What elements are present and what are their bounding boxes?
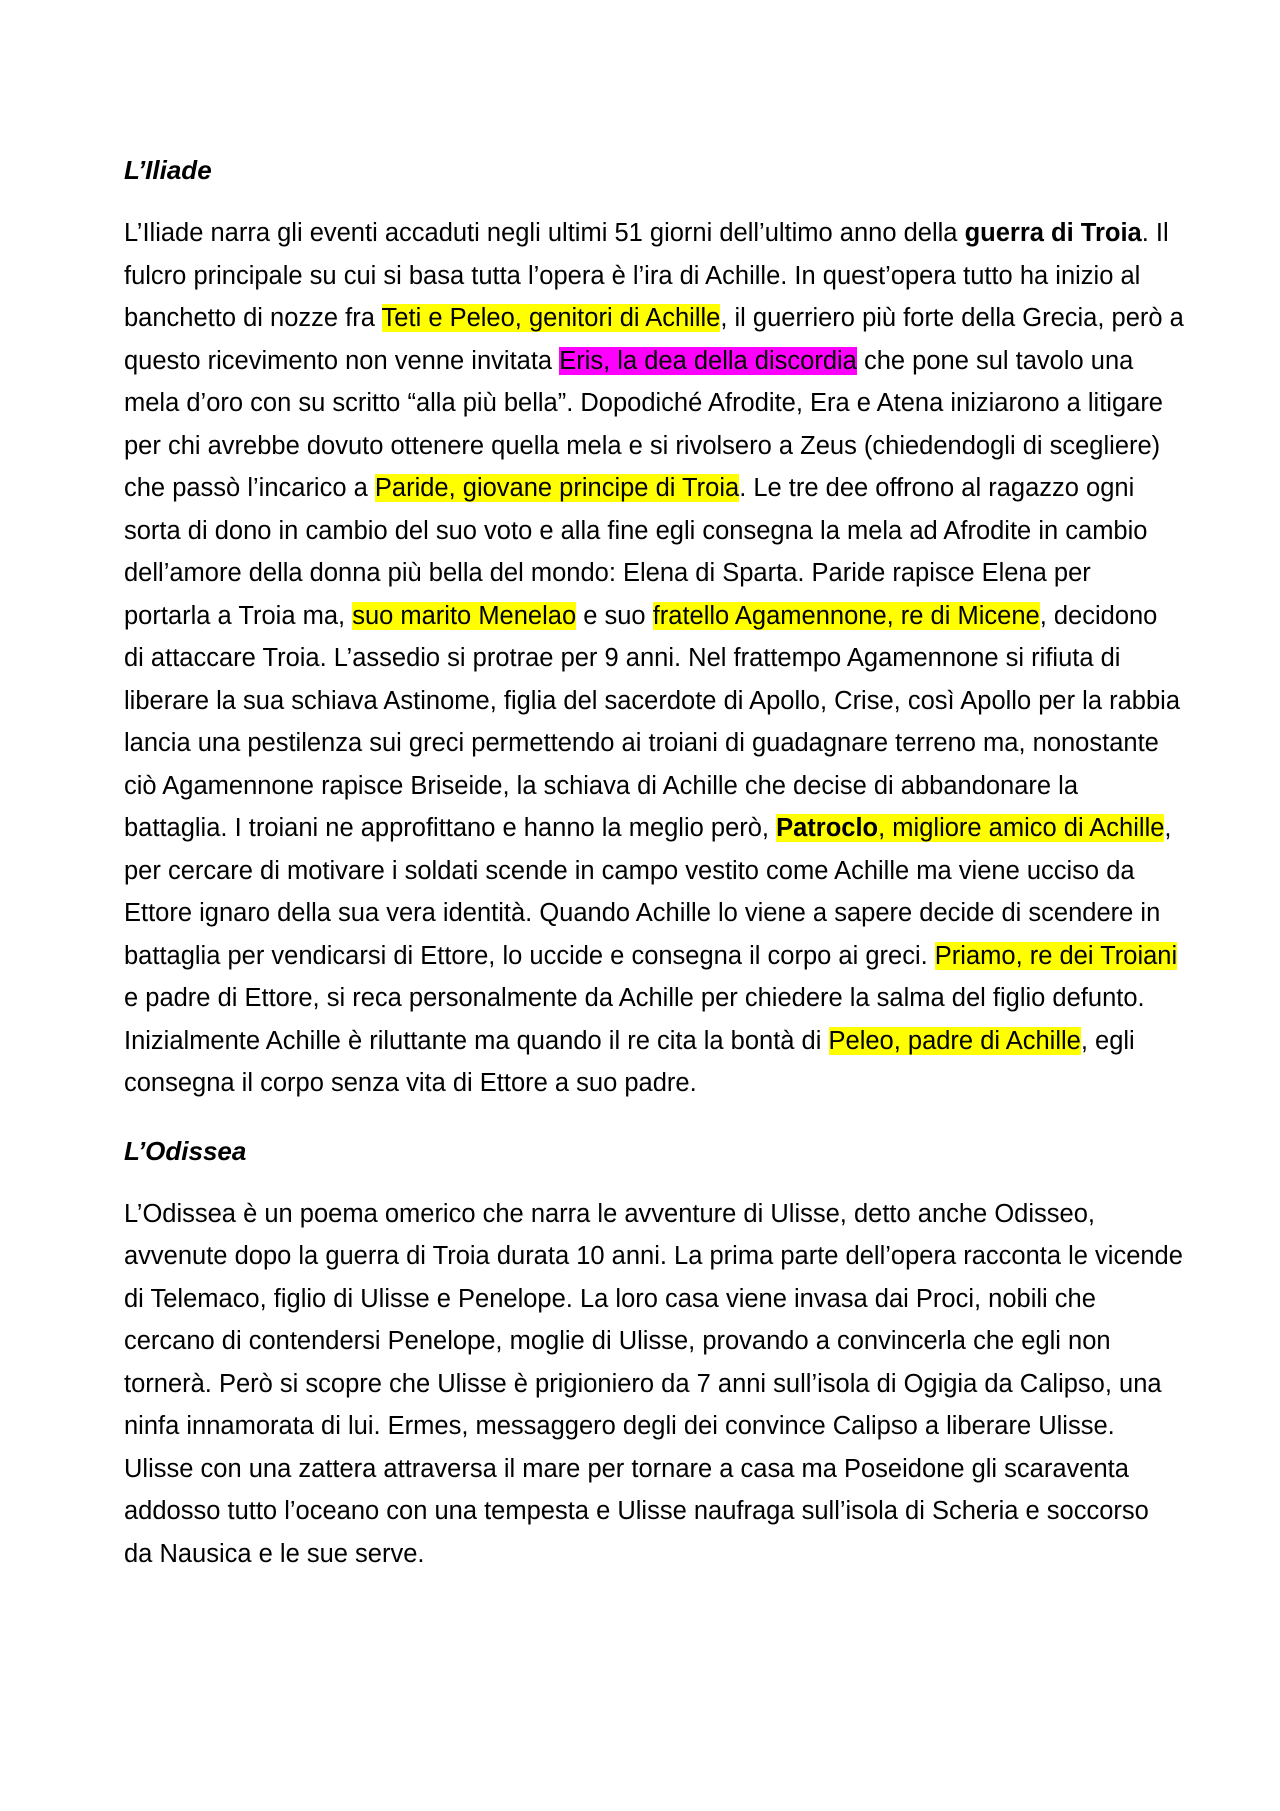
text-run: , il guerriero più forte della Grecia, però a questo ricevimento non venne invitata [124,304,1184,375]
text-run: che pone sul tavolo una mela d’oro con su scritto “alla più bella”. Dopodiché Afrodite, Era e Atena iniziarono a litigare per chi avrebbe dovuto ottenere quella mela e si rivolsero a Zeus (chiedendogli di scegliere) che passò l’incarico a [124,346,1163,502]
text-run: L’Iliade narra gli eventi accaduti negli ultimi 51 giorni dell’ultimo anno della [124,219,965,247]
section-title-iliade: L’Iliade [124,155,212,185]
highlight-yellow: , migliore amico di Achille [878,814,1165,842]
paragraph-iliade [124,212,1184,1105]
text-run: . Le tre dee offrono al ragazzo ogni sorta di dono in cambio del suo voto e alla fine egli consegna la mela ad Afrodite in cambio dell’amore della donna più bella del mondo: Elena di Sparta. Paride rapisce Elena per portarla a Troia ma, [124,474,1148,630]
highlight-yellow: Priamo, re dei Troiani [934,941,1178,970]
highlight-yellow: fratello Agamennone, re di Micene [652,601,1040,630]
highlight-yellow: Peleo, padre di Achille [828,1026,1081,1055]
highlight-yellow: suo marito Menelao [352,601,577,630]
highlight-magenta: Eris, la dea della discordia [559,346,857,375]
text-run: , decidono di attaccare Troia. L’assedio si protrae per 9 anni. Nel frattempo Agamennone si rifiuta di liberare la sua schiava Astinome, figlia del sacerdote di Apollo, Crise, così Apollo per la rabbia lancia una pestilenza sui greci permettendo ai troiani di guadagnare terreno ma, nonostante ciò Agamennone rapisce Briseide, la schiava di Achille che decise di abbandonare la battaglia. I troiani ne approfittano e hanno la meglio però, [124,601,1180,842]
bold-text: guerra di Troia [964,219,1142,247]
text-run: , per cercare di motivare i soldati scende in campo vestito come Achille ma viene ucciso da Ettore ignaro della sua vera identità. Quando Achille lo viene a sapere decide di scendere in battaglia per vendicarsi di Ettore, lo uccide e consegna il corpo ai greci. [124,814,1172,970]
text-run: e padre di Ettore, si reca personalmente da Achille per chiedere la salma del figlio defunto. Inizialmente Achille è riluttante ma quando il re cita la bontà di [124,984,1145,1055]
text-run: . Il fulcro principale su cui si basa tutta l’opera è l’ira di Achille. In quest’opera tutto ha inizio al banchetto di nozze fra [124,219,1169,332]
highlight-yellow: Paride, giovane principe di Troia [374,474,740,502]
highlight-yellow-bold: Patroclo [776,814,879,842]
highlight-yellow: Teti e Peleo, genitori di Achille [381,304,721,332]
document-page [124,150,1184,1601]
text-run: e suo [576,601,653,630]
section-title-odissea: L’Odissea [124,1135,247,1166]
text-run: , egli consegna il corpo senza vita di Ettore a suo padre. [124,1026,1135,1097]
paragraph-odissea: L’Odissea è un poema omerico che narra le avventure di Ulisse, detto anche Odisseo, avvenute dopo la guerra di Troia durata 10 anni. La prima parte dell’opera racconta le vicende di Telemaco, figlio di Ulisse e Penelope. La loro casa viene invasa dai Proci, nobili che cercano di contendersi Penelope, moglie di Ulisse, provando a convincerla che egli non tornerà. Però si scopre che Ulisse è prigioniero da 7 anni sull’isola di Ogigia da Calipso, una ninfa innamorata di lui. Ermes, messaggero degli dei convince Calipso a liberare Ulisse. Ulisse con una zattera attraversa il mare per tornare a casa ma Poseidone gli scaraventa addosso tutto l’oceano con una tempesta e Ulisse naufraga sull’isola di Scheria e soccorso da Nausica e le sue serve. [124,1199,1183,1568]
